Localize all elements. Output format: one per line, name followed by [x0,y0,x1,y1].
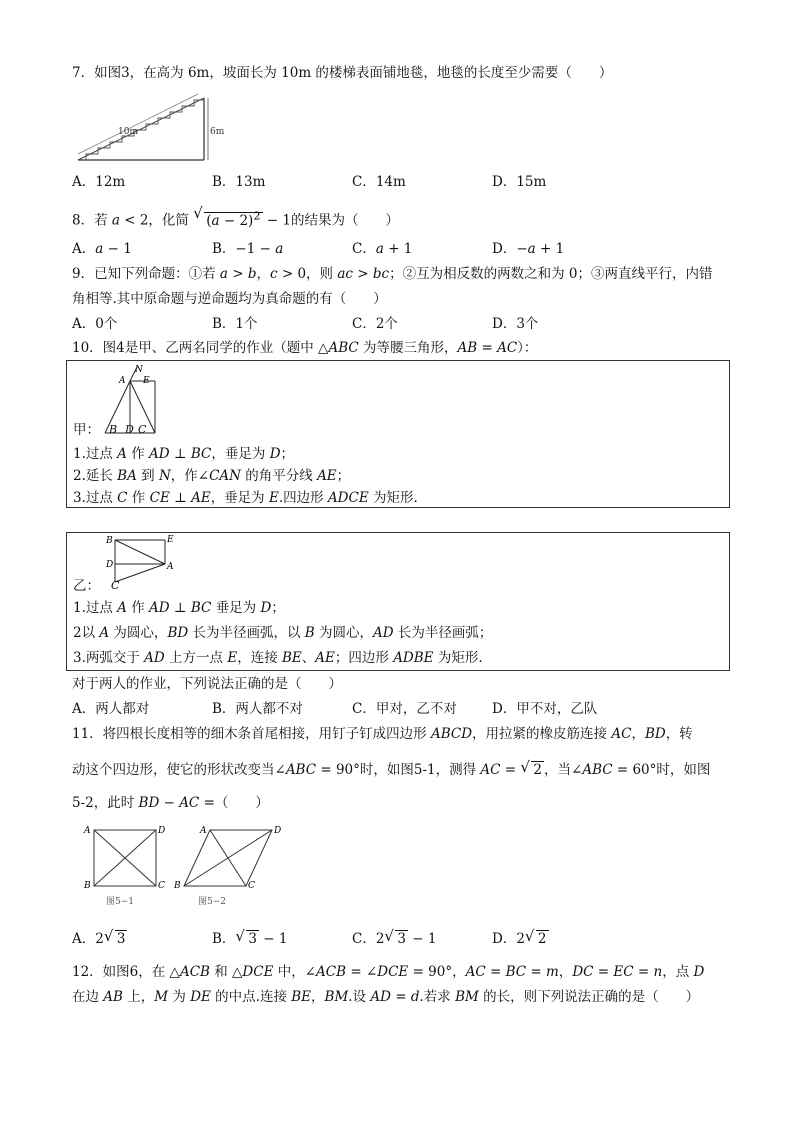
jia-step-2: 2.延长 BA 到 N，作∠CAN 的角平分线 AE； [73,468,351,484]
q9-option-d[interactable]: D．3个 [492,316,539,332]
jia-label-a: A [119,376,126,386]
jia-label-b: B [109,423,118,436]
q11-line2: 动这个四边形，使它的形状改变当∠ABC = 90°时，如图5-1，测得 AC = √ 2 ，当∠ABC = 60°时，如图 [72,758,711,778]
q11-figure-5-1 [82,822,174,910]
q7-option-c[interactable]: C．14m [352,174,406,190]
yi-homework-box [66,532,730,671]
q11-option-c[interactable]: C．2 √ 3 − 1 [352,927,437,947]
fig51-label-c: C [158,881,165,891]
yi-step-2: 2以 A 为圆心，BD 长为半径画弧，以 B 为圆心，AD 长为半径画弧； [73,625,493,641]
jia-homework-box [66,360,730,508]
q10-option-d[interactable]: D．甲不对，乙队 [492,701,598,717]
q7-stairs-figure [72,84,232,166]
yi-label-b: B [106,536,113,546]
q9-line1: 9．已知下列命题：①若 a > b，c > 0，则 ac > bc；②互为相反数的两数之和为 0；③两直线平行，内错 [72,266,713,282]
yi-label-c: C [111,579,120,592]
q7-option-b[interactable]: B．13m [212,174,266,190]
q11-option-b[interactable]: B． √ 3 − 1 [212,927,288,947]
q8-option-d[interactable]: D．−a + 1 [492,241,565,257]
jia-step-3: 3.过点 C 作 CE ⊥ AE，垂足为 E.四边形 ADCE 为矩形. [73,490,418,506]
q10-option-a[interactable]: A．两人都对 [72,701,150,717]
fig52-caption: 图5−2 [198,897,226,907]
yi-label-e: E [167,535,174,545]
q11-option-d[interactable]: D．2 √ 2 [492,927,547,947]
q10-option-c[interactable]: C．甲对，乙不对 [352,701,457,717]
jia-label-e: E [143,376,150,386]
fig52-label-a: A [200,826,207,836]
jia-label-c: C [138,423,147,436]
q9-option-c[interactable]: C．2个 [352,316,398,332]
fig52-label-c: C [248,881,255,891]
fig52-label-d: D [274,826,282,836]
q8-text: 8．若 a < 2，化简 √ $(a - 2)^2 - 1$的结果为（ ） [72,204,399,229]
q7-option-a[interactable]: A．12m [72,174,126,190]
yi-label-d: D [106,560,114,570]
jia-label: 甲： [73,422,100,438]
yi-step-3: 3.两弧交于 AD 上方一点 E，连接 BE、AE；四边形 ADBE 为矩形. [73,650,483,666]
q11-line1: 11．将四根长度相等的细木条首尾相接，用钉子钉成四边形 ABCD，用拉紧的橡皮筋连接 AC，BD，转 [72,726,693,742]
q10-option-b[interactable]: B．两人都不对 [212,701,303,717]
q10-intro: 10．图4是甲、乙两名同学的作业（题中 △ABC 为等腰三角形，AB = AC）： [72,340,538,356]
jia-label-line [73,421,147,439]
q9-option-b[interactable]: B．1个 [212,316,258,332]
fig51-label-d: D [158,826,166,836]
jia-label-n: N [135,365,143,375]
q7-height-label: 6m [210,127,225,137]
q7-text: 7．如图3，在高为 6m，坡面长为 10m 的楼梯表面铺地毯，地毯的长度至少需要（ ） [72,65,613,81]
jia-step-1: 1.过点 A 作 AD ⊥ BC，垂足为 D； [73,446,295,462]
q12-line1: 12．如图6，在 △ACB 和 △DCE 中，∠ACB = ∠DCE = 90°，AC = BC = m，DC = EC = n，点 D [72,964,705,980]
jia-label-d: D [125,423,134,436]
q8-option-a[interactable]: A．a − 1 [72,241,132,257]
fig51-label-a: A [84,826,91,836]
yi-label-a: A [167,562,174,572]
q11-option-a[interactable]: A．2 √ 3 [72,927,126,947]
q11-line3: 5-2，此时 BD − AC =（ ） [72,795,269,811]
q8-option-b[interactable]: B．−1 − a [212,241,284,257]
q11-figure-5-2 [172,822,284,910]
fig51-label-b: B [84,881,91,891]
q9-line2: 角相等.其中原命题与逆命题均为真命题的有（ ） [72,291,387,307]
q12-line2: 在边 AB 上，M 为 DE 的中点.连接 BE，BM.设 AD = d.若求 BM 的长，则下列说法正确的是（ ） [72,989,700,1005]
q10-question: 对于两人的作业，下列说法正确的是（ ） [72,676,342,692]
yi-label-line [73,577,120,595]
fig51-caption: 图5−1 [106,897,134,907]
q7-option-d[interactable]: D．15m [492,174,547,190]
q8-option-c[interactable]: C．a + 1 [352,241,413,257]
q9-option-a[interactable]: A．0个 [72,316,118,332]
yi-step-1: 1.过点 A 作 AD ⊥ BC 垂足为 D； [73,600,285,616]
q7-slope-label: 10m [118,127,138,137]
fig52-label-b: B [174,881,181,891]
yi-label: 乙： [73,578,100,594]
